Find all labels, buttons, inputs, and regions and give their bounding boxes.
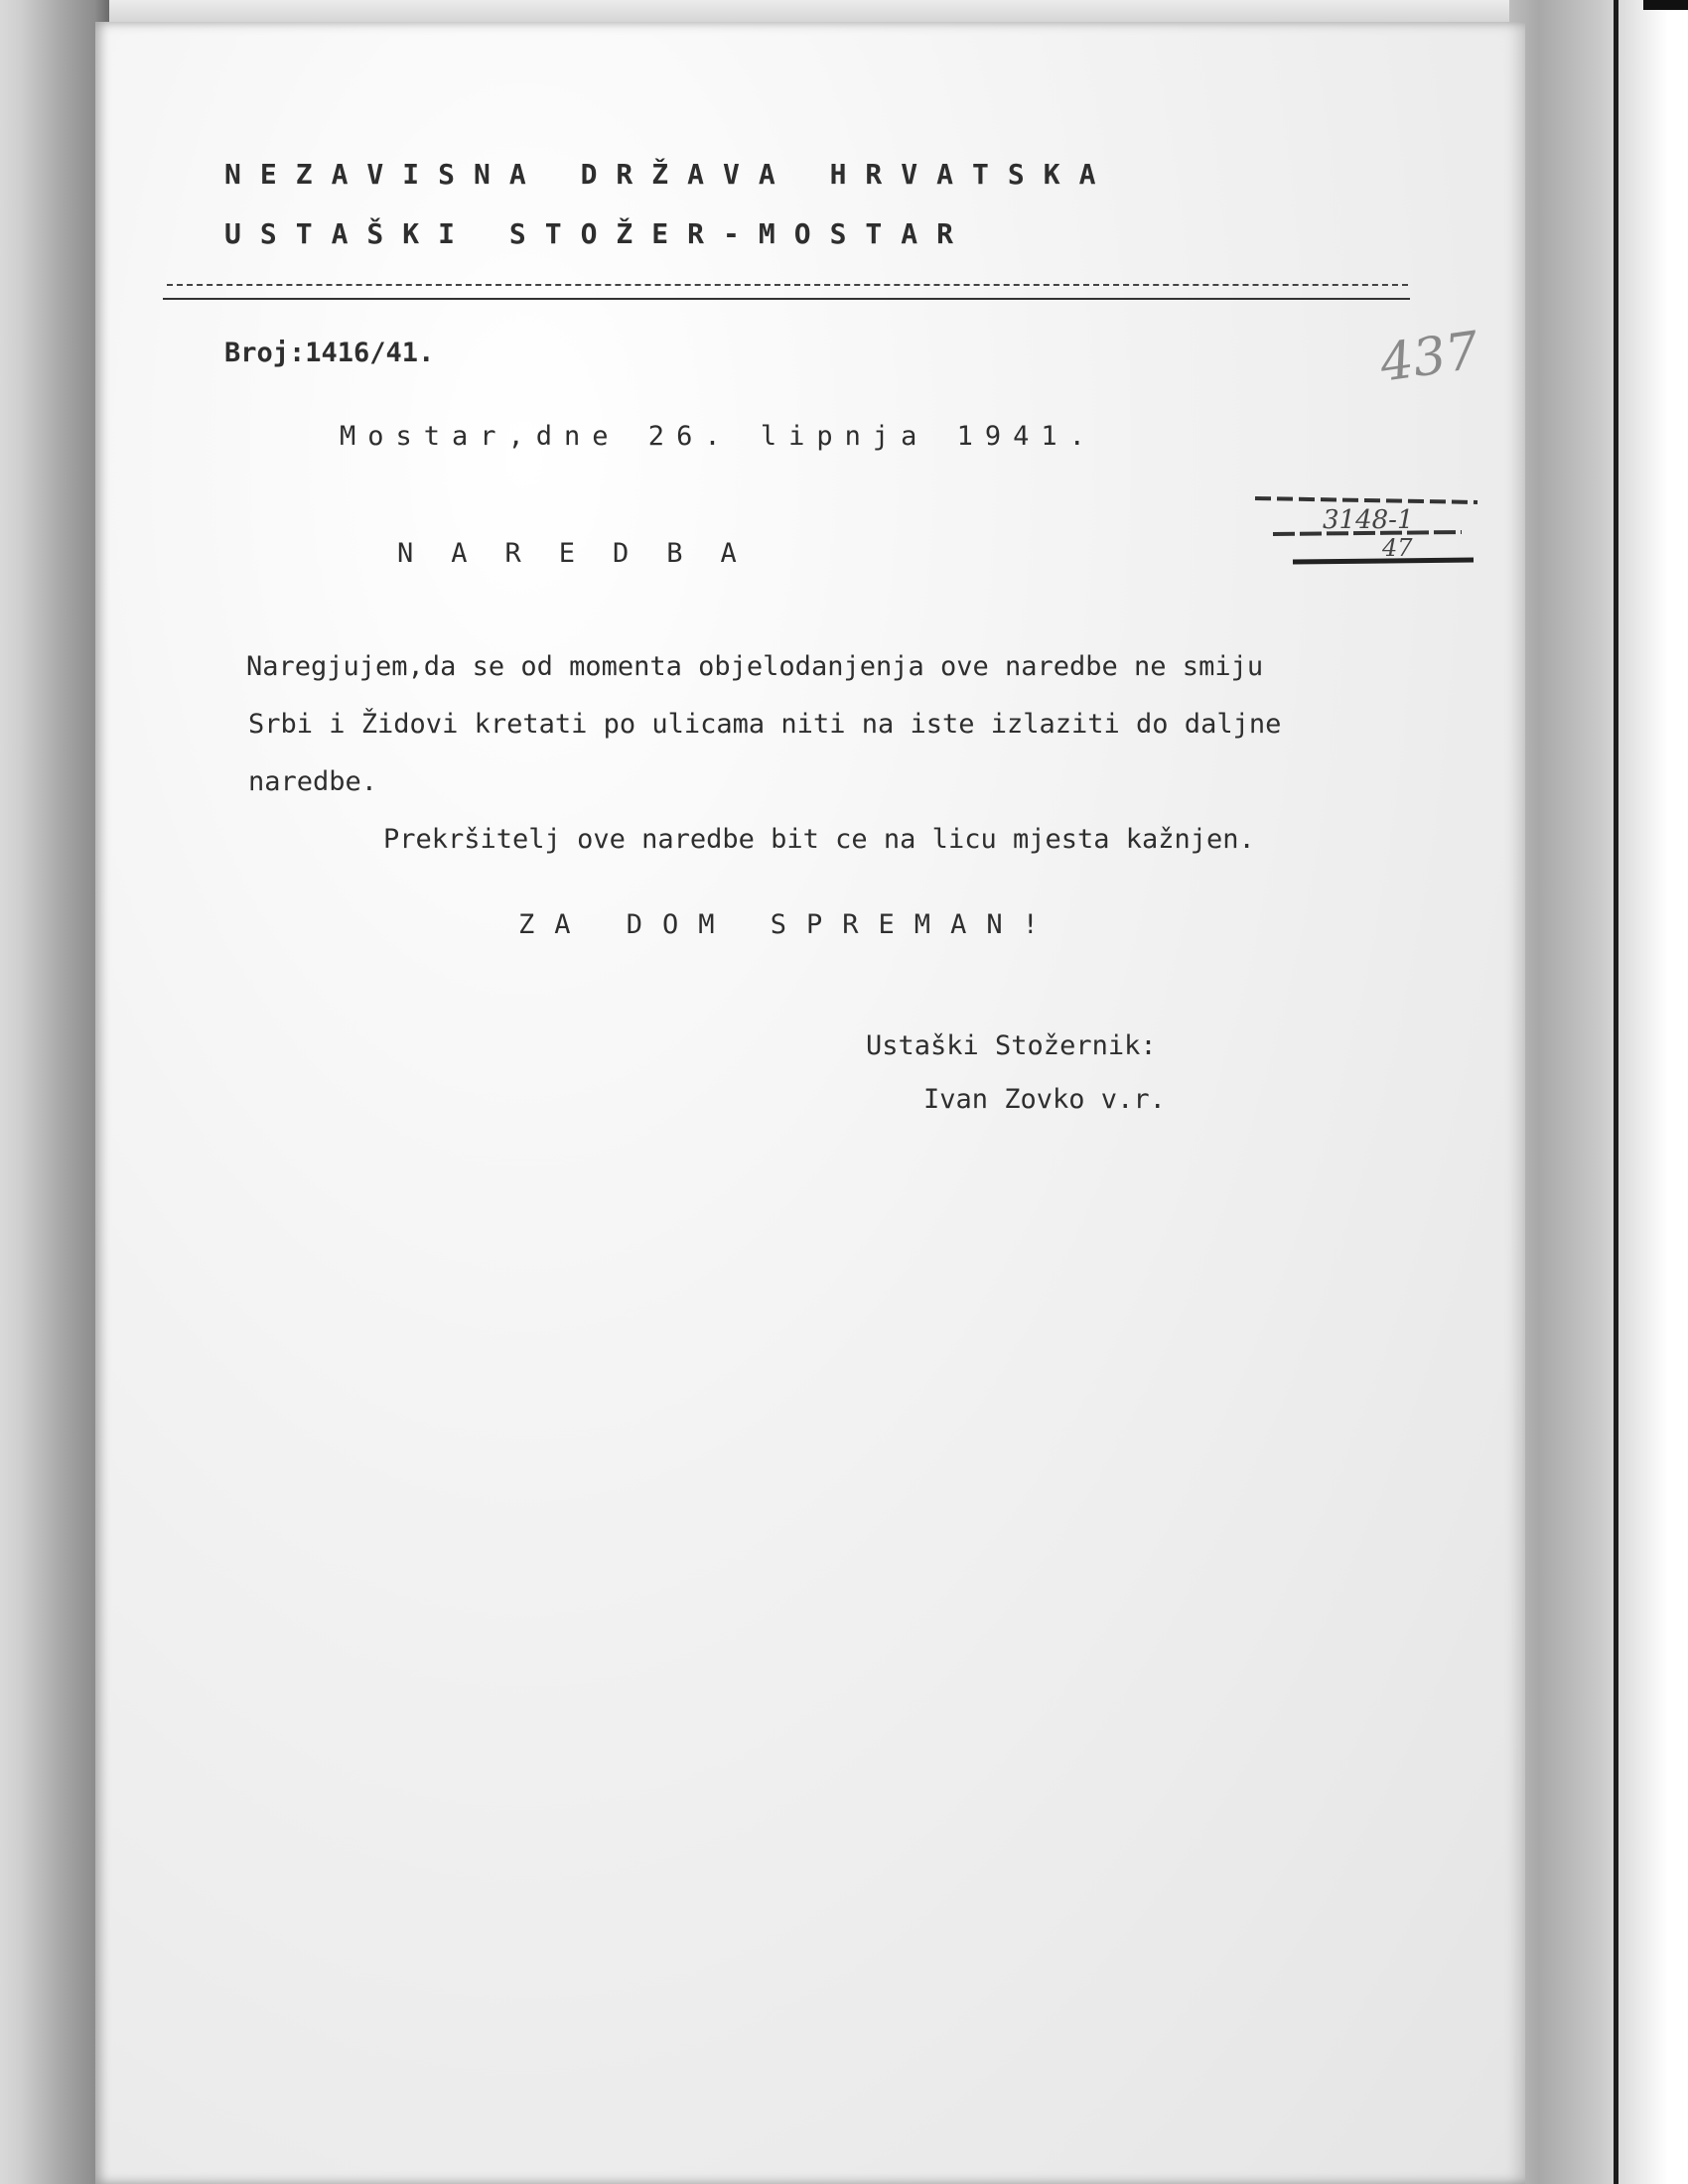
place-and-date: Mostar,dne 26. lipnja 1941. bbox=[340, 421, 1097, 452]
registry-stamp-number: 3148-1 bbox=[1323, 505, 1414, 535]
body-line-3: naredbe. bbox=[248, 766, 378, 797]
scan-left-border bbox=[0, 0, 109, 2184]
scan-right-edge-line bbox=[1614, 0, 1618, 2184]
signature-name: Ivan Zovko v.r. bbox=[923, 1084, 1166, 1115]
body-line-4-penalty: Prekršitelj ove naredbe bit ce na licu mjesta kažnjen. bbox=[383, 824, 1255, 855]
signature-title: Ustaški Stožernik: bbox=[866, 1030, 1157, 1061]
body-line-2: Srbi i Židovi kretati po ulicama niti na iste izlaziti do daljne bbox=[248, 709, 1282, 740]
document-title: NAREDBA bbox=[397, 538, 774, 569]
margin-note-handwritten: 437 bbox=[1376, 321, 1482, 394]
registry-stamp bbox=[1253, 492, 1481, 574]
registry-stamp-subnumber: 47 bbox=[1382, 534, 1413, 562]
scan-right-border bbox=[1509, 0, 1688, 2184]
registry-stamp-line-top bbox=[1255, 498, 1477, 502]
body-line-1: Naregjujem,da se od momenta objelodanjenja ove naredbe ne smiju bbox=[246, 651, 1264, 682]
header-office-name: USTAŠKI STOŽER-MOSTAR bbox=[224, 217, 973, 250]
reference-number: Broj:1416/41. bbox=[224, 338, 435, 368]
header-rule-dashed bbox=[167, 284, 1408, 286]
scan-corner-mark bbox=[1643, 0, 1688, 10]
header-rule-solid bbox=[163, 298, 1410, 300]
closing-salute: ZA DOM SPREMAN! bbox=[518, 909, 1058, 940]
header-state-name: NEZAVISNA DRŽAVA HRVATSKA bbox=[224, 158, 1115, 191]
